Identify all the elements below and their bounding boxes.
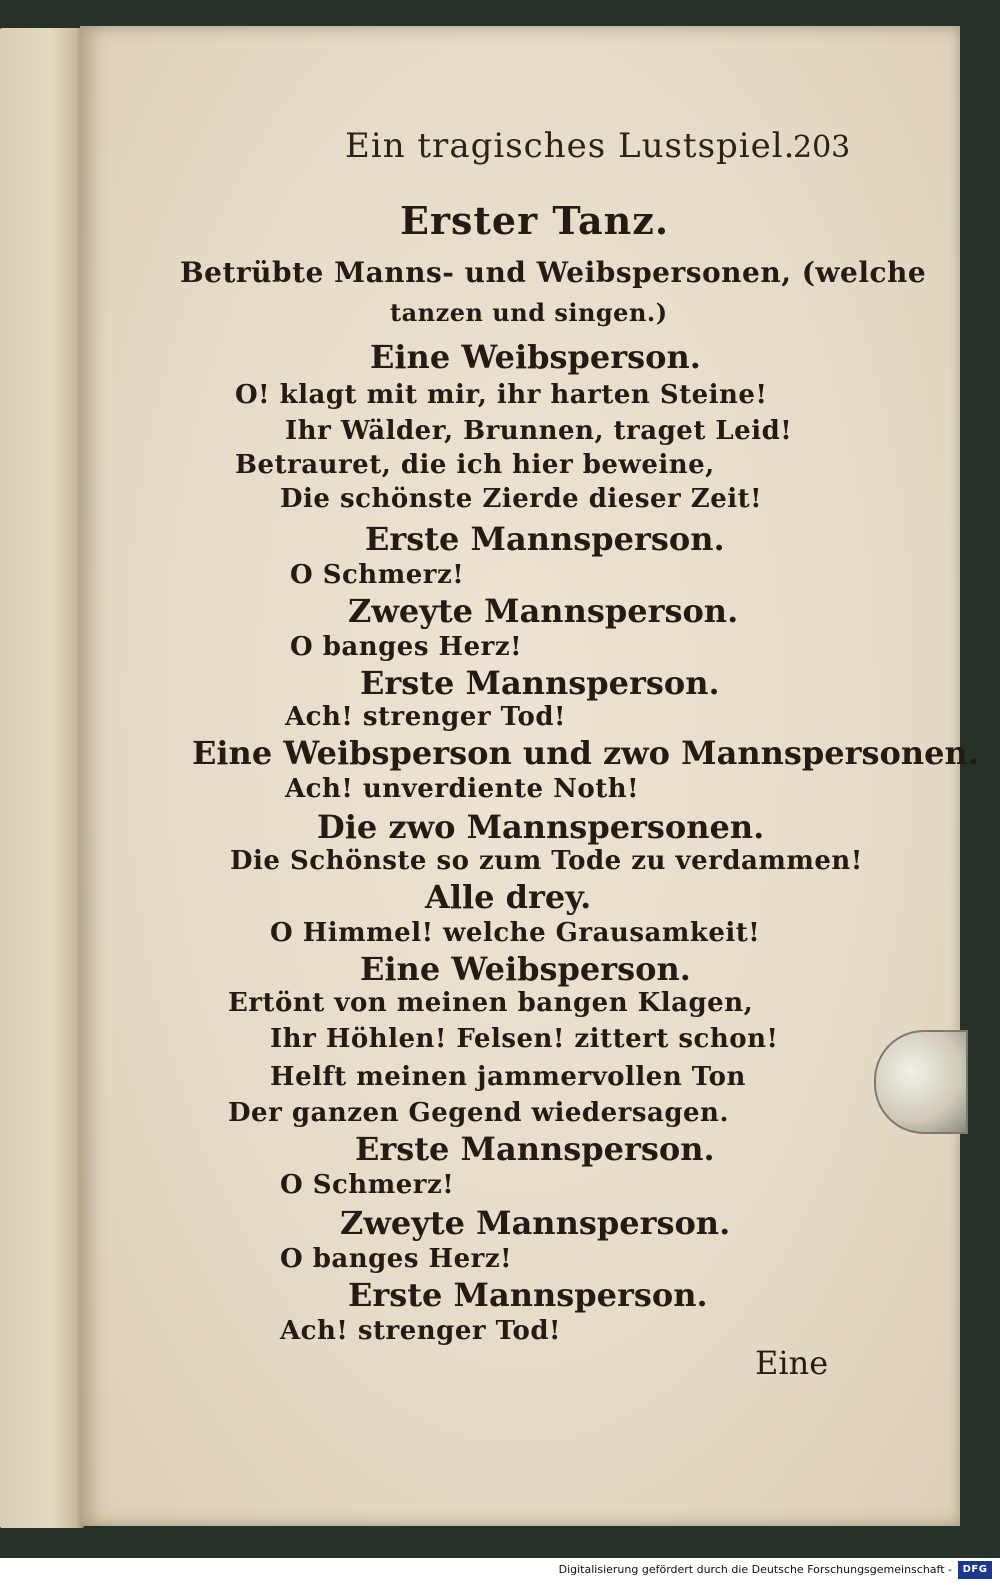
running-title: Ein tragisches Lustspiel.	[345, 126, 796, 166]
verse-line: Ach! unverdiente Noth!	[285, 774, 640, 804]
book-page	[80, 26, 979, 1526]
verse-line: Helft meinen jammervollen Ton	[270, 1062, 746, 1092]
funding-note: Digitalisierung gefördert durch die Deutsche Forschungsgemeinschaft -	[558, 1563, 952, 1576]
page-clip-tab	[874, 1030, 968, 1134]
section-title: Erster Tanz.	[400, 198, 670, 243]
verse-line: Betrauret, die ich hier beweine,	[235, 450, 715, 480]
speaker-line: Erste Mannsperson.	[365, 520, 725, 558]
verse-line: Ihr Höhlen! Felsen! zittert schon!	[270, 1024, 779, 1054]
verse-line: O banges Herz!	[280, 1244, 513, 1274]
verse-line: Ach! strenger Tod!	[285, 702, 566, 732]
speaker-line: Erste Mannsperson.	[348, 1276, 708, 1314]
verse-line: Ach! strenger Tod!	[280, 1316, 561, 1346]
speaker-line: Zweyte Mannsperson.	[340, 1204, 731, 1242]
speaker-line: Eine Weibsperson.	[360, 950, 691, 988]
cast-line-1: Betrübte Manns- und Weibspersonen, (welche	[180, 256, 927, 289]
speaker-line: Erste Mannsperson.	[360, 664, 720, 702]
speaker-line: Erste Mannsperson.	[355, 1130, 715, 1168]
verse-line: O Schmerz!	[280, 1170, 455, 1200]
speaker-line: Alle drey.	[425, 878, 592, 916]
verse-line: Ihr Wälder, Brunnen, traget Leid!	[285, 416, 793, 446]
page-header	[80, 126, 960, 176]
catchword: Eine	[755, 1344, 829, 1382]
dfg-logo: DFG	[958, 1561, 992, 1579]
verse-line: Der ganzen Gegend wiedersagen.	[228, 1098, 730, 1128]
page-number: 203	[793, 130, 851, 165]
footer-bar	[0, 1558, 1000, 1585]
verse-line: Die schönste Zierde dieser Zeit!	[280, 484, 763, 514]
speaker-line: Die zwo Mannspersonen.	[317, 808, 765, 846]
speaker-line: Zweyte Mannsperson.	[348, 592, 739, 630]
cast-line-2: tanzen und singen.)	[390, 298, 668, 327]
verse-line: O Schmerz!	[290, 560, 465, 590]
verse-line: Die Schönste so zum Tode zu verdammen!	[230, 846, 863, 876]
verse-line: O banges Herz!	[290, 632, 523, 662]
facing-page-edge	[0, 28, 84, 1528]
speaker-line: Eine Weibsperson und zwo Mannspersonen.	[192, 734, 979, 772]
verse-line: Ertönt von meinen bangen Klagen,	[228, 988, 754, 1018]
speaker-line: Eine Weibsperson.	[370, 338, 701, 376]
verse-line: O! klagt mit mir, ihr harten Steine!	[235, 380, 768, 410]
verse-line: O Himmel! welche Grausamkeit!	[270, 918, 761, 948]
